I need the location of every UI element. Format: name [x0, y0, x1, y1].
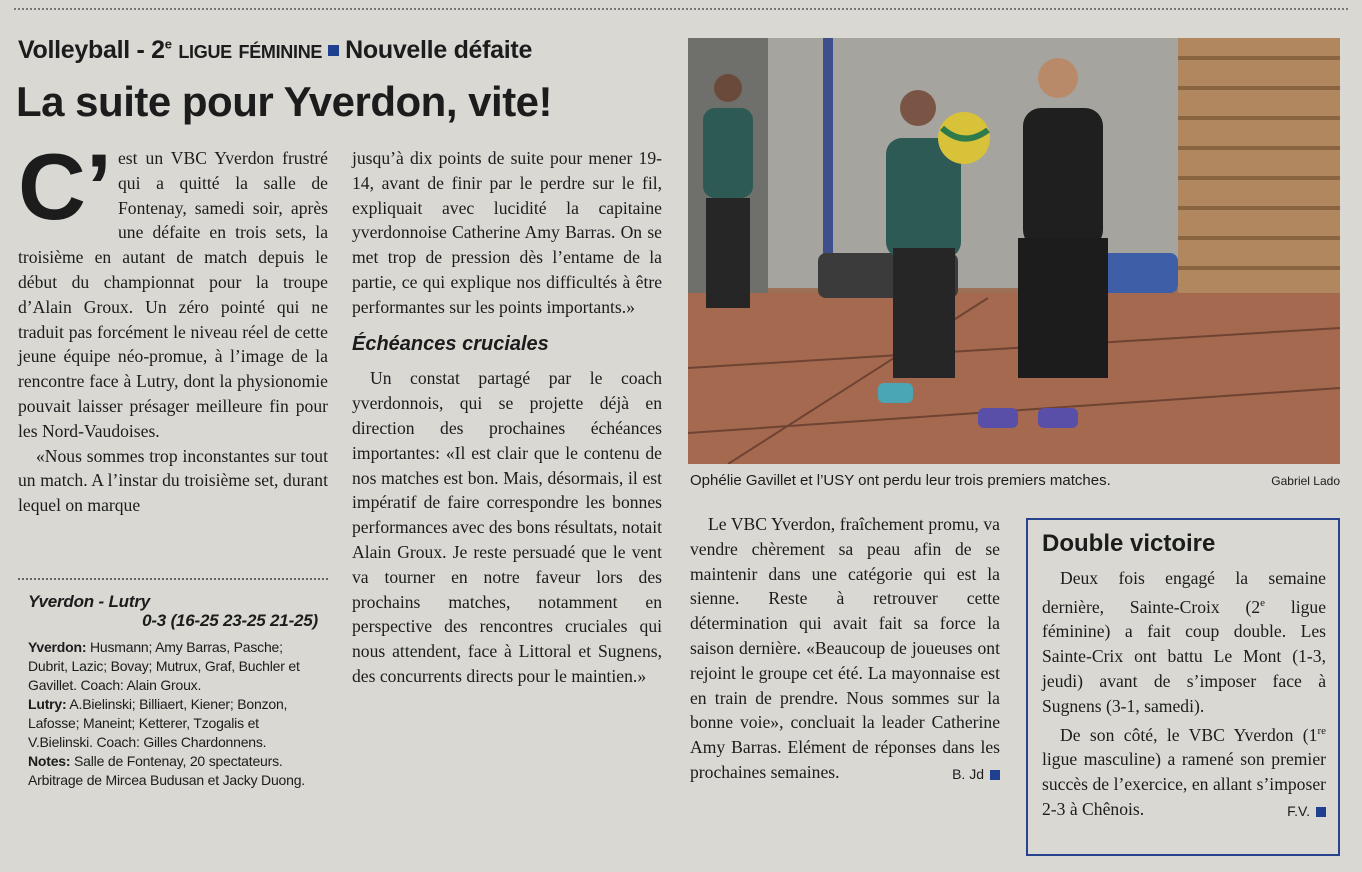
sidebar-box — [1026, 518, 1340, 856]
square-bullet-icon — [1316, 807, 1326, 817]
byline: F.V. — [1269, 799, 1326, 824]
match-notes: Notes: Salle de Fontenay, 20 spectateurs. Arbitrage de Mircea Budusan et Jacky Duong. — [28, 753, 305, 788]
sidebox-title: Double victoire — [1042, 530, 1216, 557]
article-column-3 — [690, 512, 1000, 787]
paragraph: Un constat partagé par le coach yverdonnois, qui se projette déjà en direction des prochaines échéances importantes: «Il est clair que le contenu de nos matches est bon. Mais, désormais, il est impératif de faire correspondre les bonnes performances avec des bons résultats, notait Alain Groux. Je reste persuadé que le vent va tourner en notre faveur lors des prochains matches, notamment en perspective des rencontres cruciales qui nous attendent, face à Littoral et Sugnens, des concurrents directs pour le maintien.» — [352, 368, 662, 686]
paragraph: Le VBC Yverdon, fraîchement promu, va vendre chèrement sa peau afin de se maintenir dans une catégorie qui est la sienne. Reste à retrouver cette détermination qui avait fait sa force la saison dernière. «Beaucoup de joueuses ont rejoint le groupe cet été. La mayonnaise est en train de prendre. Nous sommes sur la bonne voie», concluait la leader Catherine Amy Barras. Elément de réponses dans les prochaines semaines. B. Jd — [690, 512, 1000, 785]
caption-text: Ophélie Gavillet et l’USY ont perdu leur trois premiers matches. — [690, 472, 1111, 489]
kicker-sub: Nouvelle défaite — [345, 36, 533, 64]
headline: La suite pour Yverdon, vite! — [16, 78, 553, 125]
photo-caption — [690, 472, 1340, 489]
kicker-sport: Volleyball - 2 — [18, 36, 165, 64]
kicker — [18, 36, 678, 65]
match-score: 0-3 (16-25 23-25 21-25) — [142, 611, 318, 630]
volleyball-scene-illustration — [688, 38, 1340, 464]
paragraph: est un VBC Yverdon frustré qui a quitté la salle de Fontenay, samedi soir, après une défaite en trois sets, la troisième en autant de match depuis le début du championnat pour la troupe d’Alain Groux. Un zéro pointé qui ne traduit pas forcément le niveau réel de cette jeune équipe néo-promue, à l’image de la rencontre face à Lutry, dont la physionomie pouvait laisser présager meilleure fin pour les Nord-Vaudoises. — [18, 148, 328, 441]
kicker-sup: e — [164, 36, 172, 52]
dropcap: C’ — [18, 134, 112, 239]
square-bullet-icon — [990, 770, 1000, 780]
lineup-lutry: Lutry: A.Bielinski; Billiaert, Kiener; Bonzon, Lafosse; Maneint; Ketterer, Tzogalis et V.Bielinski. Coach: Gilles Chardonnens. — [28, 696, 288, 750]
volleyball-photo — [688, 38, 1340, 464]
top-dotted-rule — [14, 8, 1348, 10]
match-title: Yverdon - Lutry — [28, 592, 150, 611]
paragraph: De son côté, le VBC Yverdon (1re ligue masculine) a ramené son premier succès de l’exercice, en allant s’imposer 2-3 à Chênois. F.V. — [1042, 719, 1326, 822]
paragraph: jusqu’à dix points de suite pour mener 19-14, avant de finir par le perdre sur le fil, expliquait avec lucidité la capitaine yverdonnoise Catherine Amy Barras. On se met trop de pression dès l’entame de la partie, ce qui explique nos difficultés à être performantes sur les points importants.» — [352, 148, 662, 317]
subheading: Échéances cruciales — [352, 332, 549, 355]
square-bullet-icon — [328, 45, 339, 56]
article-column-2 — [352, 146, 662, 689]
score-box — [18, 578, 328, 852]
photo-credit: Gabriel Lado — [1271, 474, 1340, 488]
lineup-yverdon: Yverdon: Husmann; Amy Barras, Pasche; Dubrit, Lazic; Bovay; Mutrux, Graf, Buchler et Gavillet. Coach: Alain Groux. — [28, 639, 300, 693]
kicker-league: ligue féminine — [171, 36, 323, 64]
article-column-1 — [18, 134, 328, 518]
sidebox-body — [1042, 566, 1326, 822]
byline: B. Jd — [934, 762, 1000, 787]
paragraph: «Nous sommes trop inconstantes sur tout un match. A l’instar du troisième set, durant lequel on marque — [18, 445, 328, 516]
paragraph: Deux fois engagé la semaine dernière, Sainte-Croix (2e ligue féminine) a fait coup double. Les Sainte-Crix ont battu Le Mont (1-3, jeudi) avant de s’imposer face à Sugnens (3-1, samedi). — [1042, 568, 1327, 716]
